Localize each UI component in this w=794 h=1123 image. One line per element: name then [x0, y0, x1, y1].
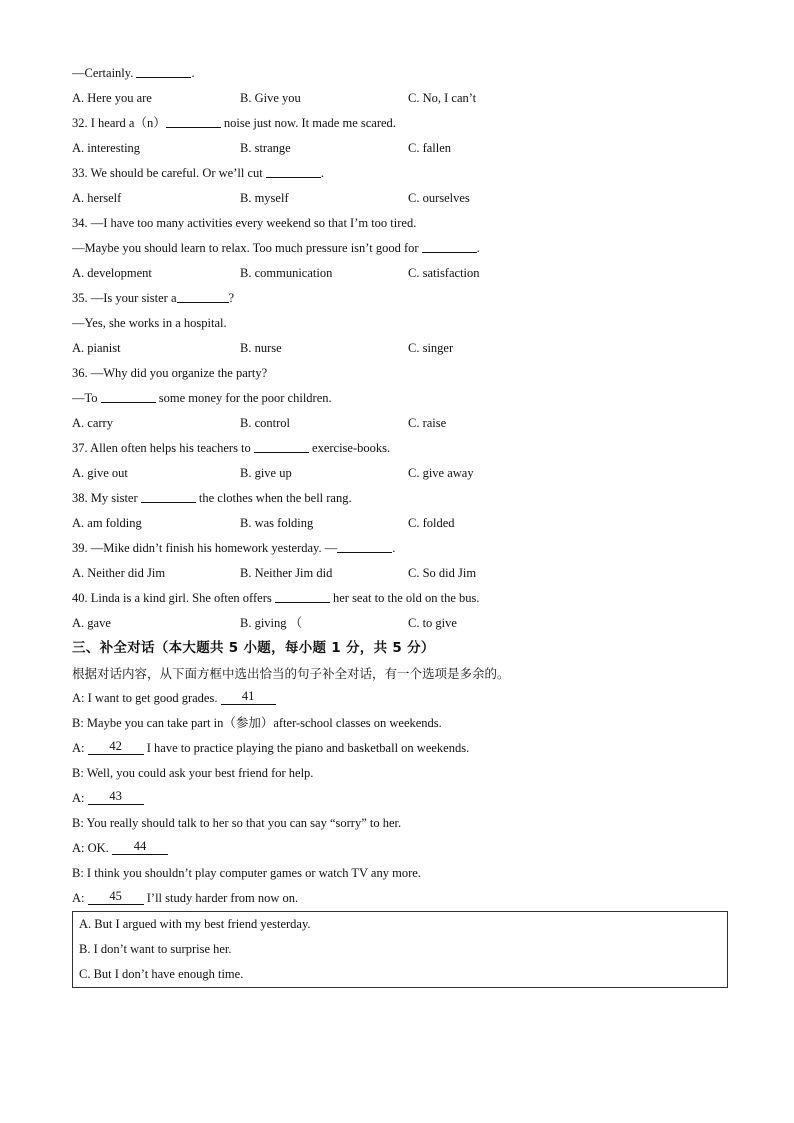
q34-stem: 34. —I have too many activities every weekend so that I’m too tired.	[72, 216, 417, 230]
answer-blank-44[interactable]: 44	[112, 838, 168, 855]
answer-blank[interactable]	[177, 287, 229, 303]
dialogue-line-7: A: OK. 44	[72, 836, 732, 861]
q40-stem: 40. Linda is a kind girl. She often offers her seat to the old on the bus.	[72, 586, 732, 611]
q36-response: —To some money for the poor children.	[72, 386, 732, 411]
q34-option-b[interactable]: B. communication	[240, 266, 333, 280]
answer-blank[interactable]	[166, 112, 221, 128]
q40-option-a[interactable]: A. gave	[72, 616, 111, 630]
q35-option-c[interactable]: C. singer	[408, 341, 454, 355]
q37-option-a[interactable]: A. give out	[72, 466, 128, 480]
q33-stem: 33. We should be careful. Or we’ll cut .	[72, 161, 732, 186]
q36-stem: 36. —Why did you organize the party?	[72, 366, 268, 380]
answer-blank[interactable]	[337, 537, 392, 553]
q32-option-b[interactable]: B. strange	[240, 141, 291, 155]
q40-option-b[interactable]: B. giving （	[240, 616, 303, 630]
section-instruction: 根据对话内容，从下面方框中选出恰当的句子补全对话，有一个选项是多余的。	[72, 666, 510, 681]
q38-option-c[interactable]: C. folded	[408, 516, 455, 530]
answer-blank[interactable]	[136, 62, 191, 78]
q32-stem: 32. I heard a（n） noise just now. It made me scared.	[72, 111, 732, 136]
q39-option-b[interactable]: B. Neither Jim did	[240, 566, 333, 580]
q38-options	[72, 511, 732, 536]
dialogue-line-9: A: 45 I’ll study harder from now on.	[72, 889, 299, 905]
answer-blank-43[interactable]: 43	[88, 788, 144, 805]
q37-stem: 37. Allen often helps his teachers to exercise-books.	[72, 436, 732, 461]
dialogue-line-2: B: Maybe you can take part in（参加）after-school classes on weekends.	[72, 716, 442, 730]
q33-option-c[interactable]: C. ourselves	[408, 191, 470, 205]
q35-option-a[interactable]: A. pianist	[72, 341, 121, 355]
q38-option-a[interactable]: A. am folding	[72, 516, 142, 530]
q32-option-a[interactable]: A. interesting	[72, 141, 141, 155]
q39-options	[72, 561, 732, 586]
section-heading: 三、补全对话（本大题共 5 小题，每小题 1 分，共 5 分）	[72, 640, 435, 656]
q39-stem: 39. —Mike didn’t finish his homework yesterday. — .	[72, 536, 732, 561]
q31-options	[72, 86, 732, 111]
q38-stem: 38. My sister the clothes when the bell rang.	[72, 486, 732, 511]
q39-option-c[interactable]: C. So did Jim	[408, 566, 477, 580]
q40-option-c[interactable]: C. to give	[408, 616, 457, 630]
dialogue-line-8: B: I think you shouldn’t play computer games or watch TV any more.	[72, 866, 421, 880]
q34-option-a[interactable]: A. development	[72, 266, 152, 280]
q35-options	[72, 336, 732, 361]
dialogue-line-6: B: You really should talk to her so that you can say “sorry” to her.	[72, 816, 402, 830]
q31-option-c[interactable]: C. No, I can’t	[408, 91, 477, 105]
choices-box	[72, 911, 728, 988]
answer-blank[interactable]	[254, 437, 309, 453]
answer-blank-42[interactable]: 42	[88, 738, 144, 755]
dialogue-line-1: A: I want to get good grades. 41	[72, 686, 732, 711]
q33-option-b[interactable]: B. myself	[240, 191, 289, 205]
q39-option-a[interactable]: A. Neither did Jim	[72, 566, 166, 580]
choice-a[interactable]: A. But I argued with my best friend yesterday.	[79, 917, 311, 931]
q35-response: —Yes, she works in a hospital.	[72, 316, 227, 330]
q31-option-a[interactable]: A. Here you are	[72, 91, 152, 105]
q38-option-b[interactable]: B. was folding	[240, 516, 314, 530]
answer-blank-41[interactable]: 41	[221, 688, 276, 705]
q36-option-b[interactable]: B. control	[240, 416, 290, 430]
answer-blank[interactable]	[422, 237, 477, 253]
q34-response: —Maybe you should learn to relax. Too much pressure isn’t good for .	[72, 236, 732, 261]
q31-response: —Certainly. .	[72, 61, 732, 86]
choice-b[interactable]: B. I don’t want to surprise her.	[79, 942, 232, 956]
q34-option-c[interactable]: C. satisfaction	[408, 266, 480, 280]
answer-blank-45[interactable]: 45	[88, 888, 144, 905]
q37-option-c[interactable]: C. give away	[408, 466, 474, 480]
q33-options	[72, 186, 732, 211]
choice-c[interactable]: C. But I don’t have enough time.	[79, 967, 244, 981]
worksheet-page	[72, 61, 732, 988]
answer-blank[interactable]	[141, 487, 196, 503]
q33-option-a[interactable]: A. herself	[72, 191, 122, 205]
q36-option-a[interactable]: A. carry	[72, 416, 113, 430]
q32-option-c[interactable]: C. fallen	[408, 141, 452, 155]
q37-option-b[interactable]: B. give up	[240, 466, 292, 480]
answer-blank[interactable]	[266, 162, 321, 178]
answer-blank[interactable]	[101, 387, 156, 403]
q35-stem: 35. —Is your sister a ?	[72, 286, 732, 311]
q34-options	[72, 261, 732, 286]
q40-options	[72, 611, 732, 636]
q36-options	[72, 411, 732, 436]
dialogue-line-3: A: 42 I have to practice playing the piano and basketball on weekends.	[72, 739, 470, 755]
dialogue-line-5: A: 43	[72, 786, 732, 811]
q35-option-b[interactable]: B. nurse	[240, 341, 282, 355]
q31-option-b[interactable]: B. Give you	[240, 91, 301, 105]
q36-option-c[interactable]: C. raise	[408, 416, 447, 430]
answer-blank[interactable]	[275, 587, 330, 603]
q32-options	[72, 136, 732, 161]
q37-options	[72, 461, 732, 486]
dialogue-line-4: B: Well, you could ask your best friend for help.	[72, 766, 314, 780]
